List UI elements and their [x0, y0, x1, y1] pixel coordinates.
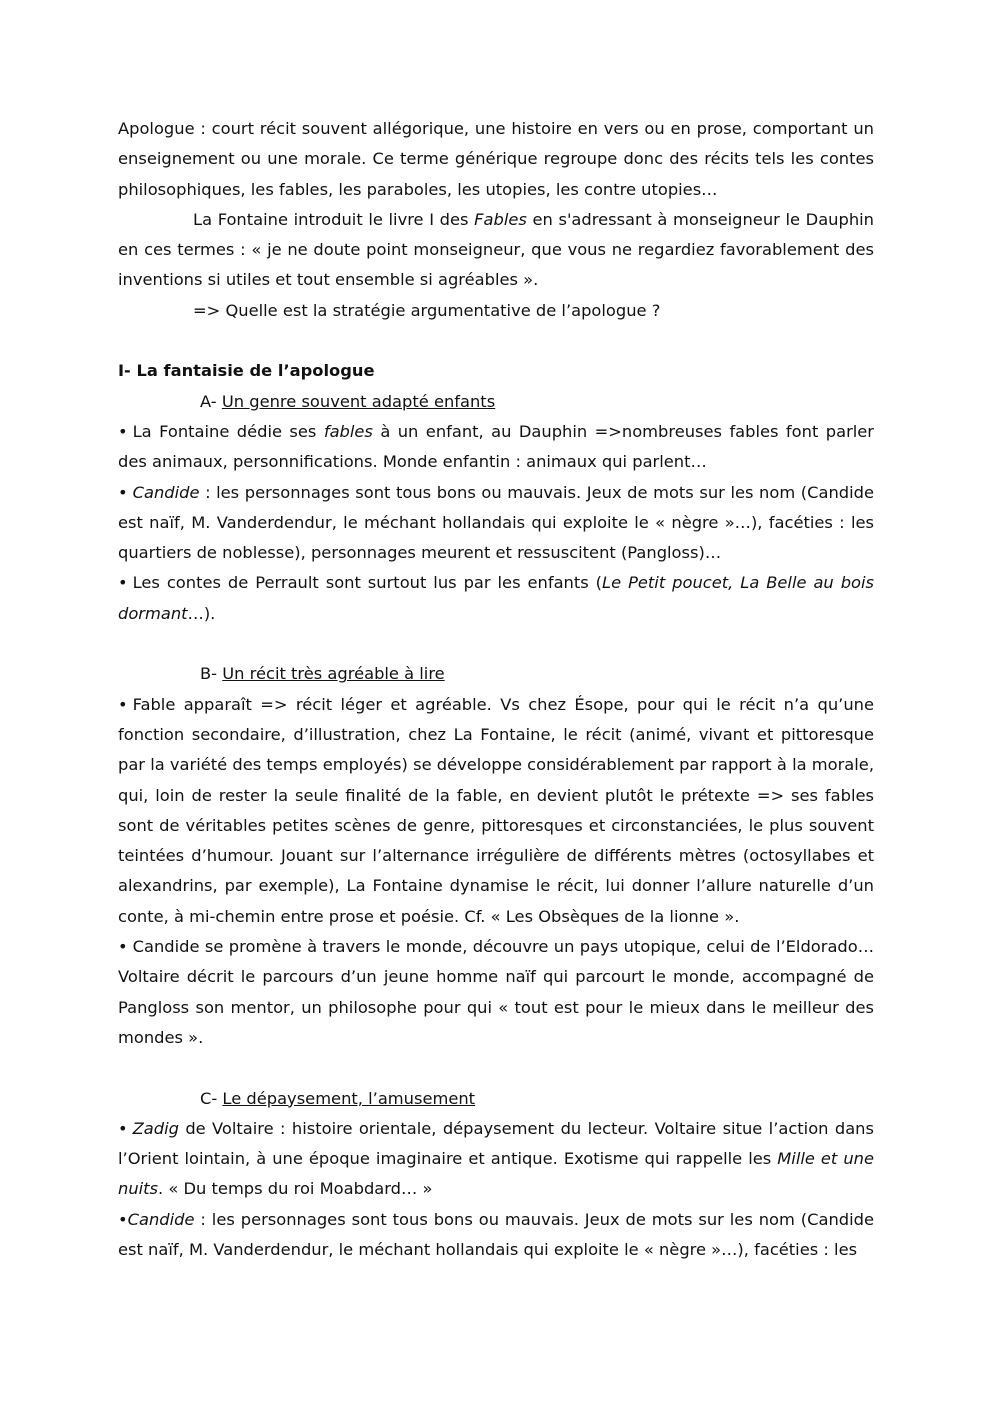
- text-run: …).: [187, 603, 216, 623]
- text-run-italic: Mille et une nuits: [118, 1149, 875, 1199]
- text-run: Fable apparaît => récit léger et agréable. Vs chez Ésope, pour qui le récit n’a qu’une fonction secondaire, d’illustration, chez La Fontaine, le récit (animé, vivant et pittoresque par la variété des temps employés) se développe considérablement par rapport à la morale, qui, loin de rester la seule finalité de la fable, en devient plutôt le prétexte => ses fables sont de véritables petites scènes de genre, pittoresques et circonstanciées, le plus souvent teintées d’humour. Jouant sur l’alternance irrégulière de différents mètres (octosyllabes et alexandrins, par exemple), La Fontaine dynamise le récit, lui donner l’allure naturelle d’un conte, à mi-chemin entre prose et poésie. Cf. « Les Obsèques de la lionne ».: [118, 694, 874, 926]
- bullet-icon: •: [118, 421, 128, 441]
- problematic-question: => Quelle est la stratégie argumentative de l’apologue ?: [193, 300, 661, 320]
- subheading-prefix: B-: [200, 664, 223, 684]
- bullet-c1: [118, 1114, 874, 1205]
- spacer: [118, 629, 874, 659]
- part-1-heading: I- La fantaisie de l’apologue: [118, 361, 375, 381]
- subheading-label: Un récit très agréable à lire: [222, 664, 445, 684]
- text-run-italic: fables: [323, 421, 373, 441]
- spacer: [118, 1053, 874, 1083]
- text-run: à un enfant, au Dauphin =>nombreuses fables font parler des animaux, personnifications. Monde enfantin : animaux qui parlent…: [118, 421, 874, 472]
- bullet-icon: •: [118, 937, 128, 957]
- subheading-b: [118, 659, 874, 689]
- bullet-icon: •: [118, 573, 128, 593]
- bullet-c2: [118, 1205, 874, 1266]
- spacer: [118, 326, 874, 356]
- bullet-a2: [118, 478, 874, 569]
- text-run: La Fontaine introduit le livre I des: [193, 209, 475, 229]
- subheading-c: [118, 1084, 874, 1114]
- bullet-icon: •: [118, 482, 128, 502]
- text-run: Candide se promène à travers le monde, découvre un pays utopique, celui de l’Eldorado… Voltaire décrit le parcours d’un jeune homme naïf qui parcourt le monde, accompagné de Pangloss son mentor, un philosophe pour qui « tout est pour le mieux dans le meilleur des mondes ».: [118, 937, 874, 1047]
- text-run: en s'adressant à monseigneur le Dauphin en ces termes : « je ne doute point monseigneur, que vous ne regardiez favorablement des inventions si utiles et tout ensemble si agréables ».: [118, 209, 874, 290]
- subheading-label: Le dépaysement, l’amusement: [222, 1088, 476, 1108]
- text-run-italic: Le Petit poucet, La Belle au bois dormant: [118, 573, 874, 623]
- text-run: : les personnages sont tous bons ou mauvais. Jeux de mots sur les nom (Candide est naïf, M. Vanderdendur, le méchant hollandais qui exploite le « nègre »…), facéties : les: [118, 1209, 874, 1259]
- fables-title: Fables: [474, 209, 527, 229]
- bullet-a1: [118, 417, 874, 478]
- bullet-icon: •: [118, 1209, 128, 1229]
- text-run: Les contes de Perrault sont surtout lus par les enfants (: [132, 573, 603, 593]
- intro-quote-paragraph: [118, 205, 874, 296]
- text-run: de Voltaire : histoire orientale, dépaysement du lecteur. Voltaire situe l’action dans l’Orient lointain, à une époque imaginaire et antique. Exotisme qui rappelle les: [118, 1118, 874, 1169]
- text-run-italic: Zadig: [132, 1118, 179, 1138]
- intro-definition: Apologue : court récit souvent allégorique, une histoire en vers ou en prose, comportant un enseignement ou une morale. Ce terme générique regroupe donc des récits tels les contes philosophiques, les fables, les paraboles, les utopies, les contre utopies…: [118, 119, 874, 199]
- bullet-b2: [118, 932, 874, 1053]
- text-run: . « Du temps du roi Moabdard… »: [158, 1179, 433, 1199]
- text-run: La Fontaine dédie ses: [132, 421, 324, 441]
- subheading-label: Un genre souvent adapté enfants: [221, 391, 496, 411]
- subheading-a: [118, 387, 874, 417]
- bullet-a3: [118, 568, 874, 629]
- bullet-b1: [118, 690, 874, 932]
- bullet-icon: •: [118, 694, 128, 714]
- subheading-prefix: C-: [200, 1088, 223, 1108]
- subheading-prefix: A-: [200, 391, 222, 411]
- text-run: : les personnages sont tous bons ou mauvais. Jeux de mots sur les nom (Candide est naïf, M. Vanderdendur, le méchant hollandais qui exploite le « nègre »…), facéties : les quartiers de noblesse), personnages meurent et ressuscitent (Pangloss)…: [118, 482, 874, 563]
- bullet-icon: •: [118, 1118, 128, 1138]
- document-page: [118, 114, 874, 1265]
- text-run-italic: Candide: [127, 1209, 195, 1229]
- text-run-italic: Candide: [132, 482, 200, 502]
